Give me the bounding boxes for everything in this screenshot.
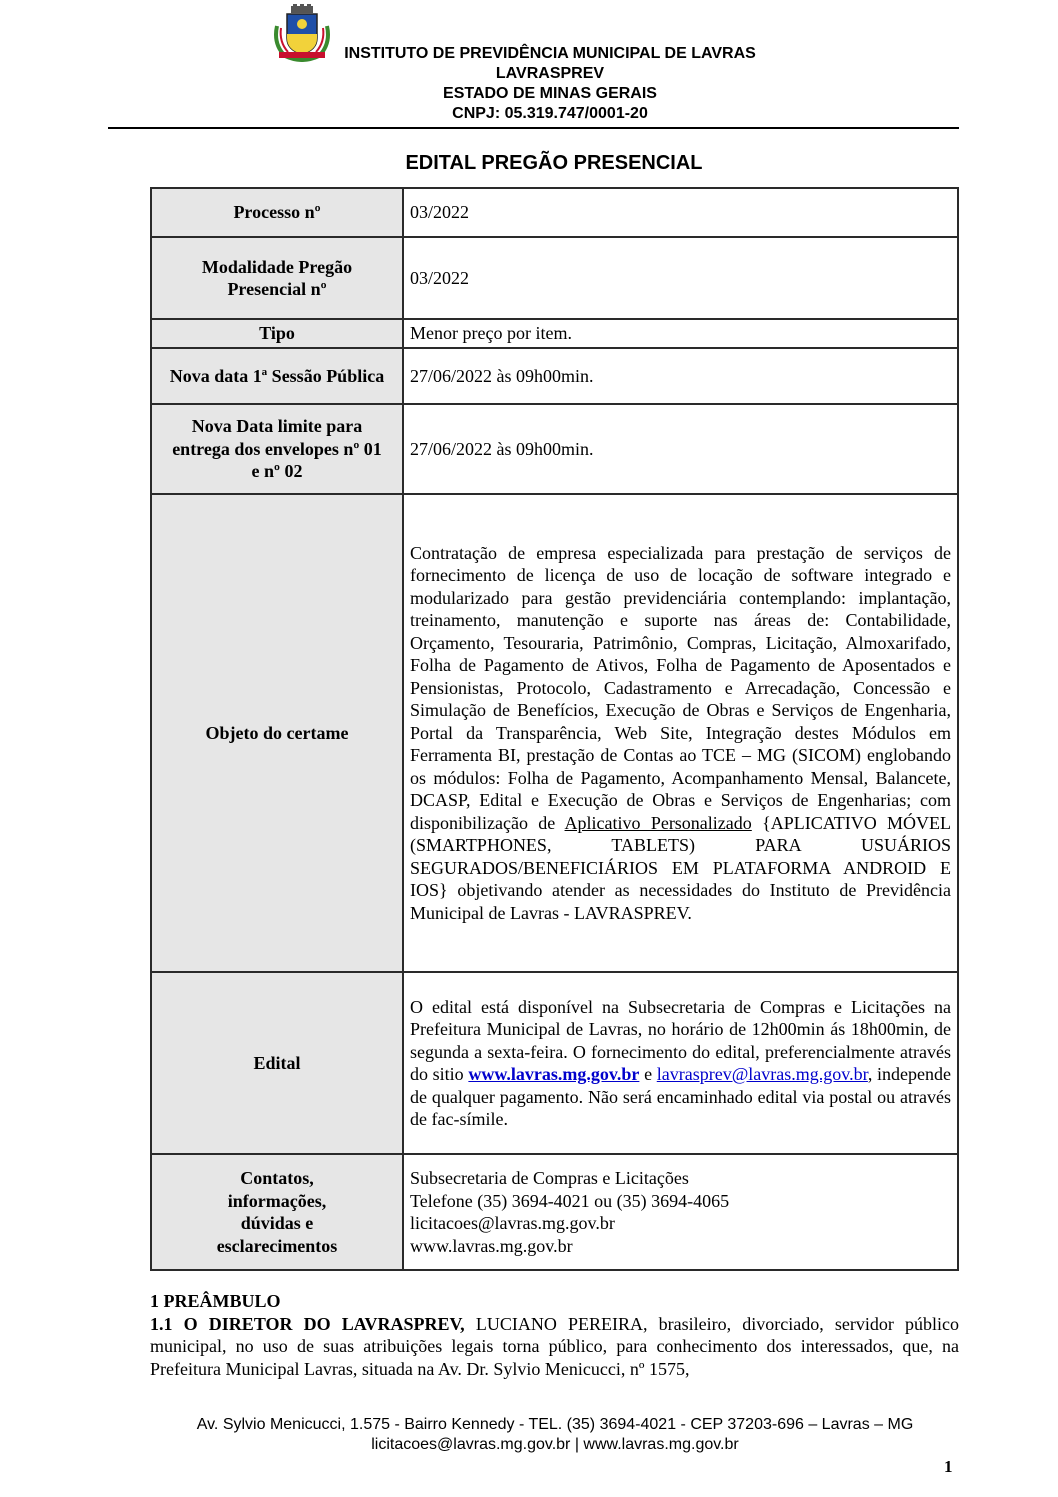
label-contatos: Contatos, informações, dúvidas e esclarecimentos [151, 1154, 403, 1270]
edital-text-and: e [644, 1064, 653, 1084]
document-title: EDITAL PREGÃO PRESENCIAL [405, 152, 703, 174]
label-tipo: Tipo [151, 319, 403, 348]
footer-contacts: licitacoes@lavras.mg.gov.br | www.lavras.mg.gov.br [371, 1436, 739, 1453]
contato-website: www.lavras.mg.gov.br [410, 1235, 573, 1256]
edital-site-link[interactable]: www.lavras.mg.gov.br [468, 1064, 640, 1084]
table-row-modalidade [151, 237, 958, 319]
label-edital: Edital [151, 972, 403, 1154]
table-row-envelopes [151, 404, 958, 494]
value-objeto [403, 494, 958, 972]
table-row-objeto [151, 494, 958, 972]
label-objeto: Objeto do certame [151, 494, 403, 972]
institution-state: ESTADO DE MINAS GERAIS [443, 85, 657, 102]
contato-office: Subsecretaria de Compras e Licitações [410, 1168, 689, 1188]
value-modalidade: 03/2022 [403, 237, 958, 319]
preambulo-paragraph [150, 1313, 959, 1381]
contato-email: licitacoes@lavras.mg.gov.br [410, 1213, 615, 1233]
institution-acronym: LAVRASPREV [495, 65, 605, 82]
contato-phone: Telefone (35) 3694-4021 ou (35) 3694-4065 [410, 1190, 730, 1211]
table-row-edital [151, 972, 958, 1154]
table-row-processo [151, 188, 958, 237]
value-tipo: Menor preço por item. [403, 319, 958, 348]
label-sessao: Nova data 1ª Sessão Pública [151, 348, 403, 404]
institution-block [320, 44, 780, 124]
value-edital [403, 972, 958, 1154]
value-envelopes: 27/06/2022 às 09h00min. [403, 404, 958, 494]
table-row-tipo [151, 319, 958, 348]
institution-name: INSTITUTO DE PREVIDÊNCIA MUNICIPAL DE LAVRAS [344, 45, 756, 62]
edital-info-table [150, 187, 959, 1271]
value-processo: 03/2022 [403, 188, 958, 237]
value-sessao: 27/06/2022 às 09h00min. [403, 348, 958, 404]
label-envelopes: Nova Data limite para entrega dos envelopes nº 01 e nº 02 [151, 404, 403, 494]
objeto-underlined-text: Aplicativo Personalizado [564, 812, 752, 833]
header-divider [108, 127, 959, 129]
document-header [0, 0, 1058, 130]
table-row-sessao [151, 348, 958, 404]
institution-cnpj: CNPJ: 05.319.747/0001-20 [452, 105, 648, 122]
preambulo-section [150, 1290, 959, 1380]
page-number: 1 [944, 1457, 953, 1476]
value-contatos [403, 1154, 958, 1270]
label-modalidade: Modalidade Pregão Presencial nº [151, 237, 403, 319]
preambulo-heading: 1 PREÂMBULO [150, 1291, 281, 1311]
edital-text-part-2: , independe de qualquer pagamento. Não será encaminhado edital via postal ou através de fac-símile. [410, 1064, 952, 1129]
preambulo-text: LUCIANO PEREIRA, brasileiro, divorciado, servidor público municipal, no uso de suas atribuições legais torna público, para conhecimento dos interessados, que, na Prefeitura Municipal Lavras, situada na Av. Dr. Sylvio Menicucci, nº 1575, [150, 1313, 960, 1379]
edital-email-link[interactable]: lavrasprev@lavras.mg.gov.br [656, 1064, 868, 1084]
document-footer [100, 1415, 1010, 1455]
objeto-text-part-2: {APLICATIVO MÓVEL (SMARTPHONES, TABLETS) PARA USUÁRIOS SEGURADOS/BENEFICIÁRIOS EM PLATAFORMA ANDROID E IOS} objetivando atender as necessidades do Instituto de Previdência Municipal de Lavras - LAVRASPREV. [410, 812, 952, 923]
edital-text-part-1: O edital está disponível na Subsecretaria de Compras e Licitações na Prefeitura Municipal de Lavras, no horário de 12h00min ás 18h00min, de segunda a sexta-feira. O fornecimento do edital, preferencialmente através do sitio [410, 996, 951, 1084]
objeto-text-part-1: Contratação de empresa especializada para prestação de serviços de fornecimento de licença de uso de locação de software integrado e modularizado para gestão previdenciária contemplando: implantação, treinamento, manutenção e suporte nas áreas de: Contabilidade, Orçamento, Tesouraria, Patrimônio, Compras, Licitação, Almoxarifado, Folha de Pagamento de Ativos, Folha de Pagamento de Aposentados e Pensionistas, Protocolo, Cadastramento e Arrecadação, Concessão e Simulação de Benefícios, Execução de Obras e Serviços de Engenharia, Portal da Transparência, Web Site, Integração destes Módulos em Ferramenta BI, prestação de Contas ao TCE – MG (SICOM) englobando os módulos: Folha de Pagamento, Acompanhamento Mensal, Balancete, DCASP, Edital e Execução de Obras e Serviços de Engenharias; com disponibilização de [410, 542, 951, 833]
label-processo: Processo nº [151, 188, 403, 237]
table-row-contatos [151, 1154, 958, 1270]
preambulo-lead: 1.1 O DIRETOR DO LAVRASPREV, [150, 1313, 465, 1334]
footer-address: Av. Sylvio Menicucci, 1.575 - Bairro Kennedy - TEL. (35) 3694-4021 - CEP 37203-696 – Lavras – MG [196, 1416, 914, 1433]
